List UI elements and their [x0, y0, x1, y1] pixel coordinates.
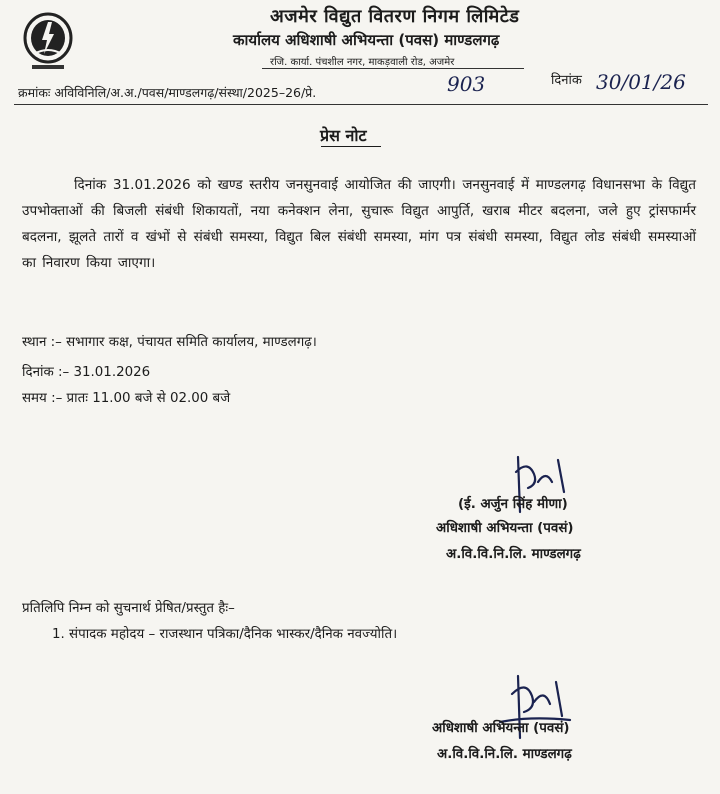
footer-signatory-designation: अधिशाषी अभियन्ता (पवसं) — [432, 721, 570, 736]
signatory-name: (ई. अर्जुन सिंह मीणा) — [458, 497, 568, 512]
copy-to-heading: प्रतिलिपि निम्न को सुचनार्थ प्रेषित/प्रस्तुत हैः– — [22, 601, 235, 616]
reference-number: 903 — [447, 72, 486, 96]
page-title: प्रेस नोट — [320, 126, 367, 145]
date-label: दिनांक — [551, 73, 582, 88]
venue-detail: स्थान :– सभागार कक्ष, पंचायत समिति कार्यालय, माण्डलगढ़। — [22, 335, 317, 350]
signatory-office: अ.वि.वि.नि.लि. माण्डलगढ़ — [446, 547, 581, 562]
discom-emblem-icon — [22, 10, 74, 72]
letterhead-divider — [262, 68, 524, 69]
signatory-designation: अधिशाषी अभियन्ता (पवसं) — [436, 521, 574, 536]
copy-to-item: 1. संपादक महोदय – राजस्थान पत्रिका/दैनिक भास्कर/दैनिक नवज्योति। — [52, 627, 398, 642]
press-note-body: दिनांक 31.01.2026 को खण्ड स्तरीय जनसुनवाई आयोजित की जाएगी। जनसुनवाई में माण्डलगढ़ विधानसभा के विद्युत उपभोक्ताओं की बिजली संबंधी शिकायतों, नया कनेक्शन लेना, सुचारू विद्युत आपुर्ति, खराब मीटर बदलना, जले हुए ट्रांसफार्मर बदलना, झूलते तारों व खंभों से संबंधी समस्या, विद्युत बिल संबंधी समस्या, मांग पत्र संबंधी समस्या, विद्युत लोड संबंधी समस्याओं का निवारण किया जाएगा। — [22, 176, 696, 271]
date-detail: दिनांक :– 31.01.2026 — [22, 365, 151, 380]
header-rule — [14, 104, 708, 105]
time-detail: समय :– प्रातः 11.00 बजे से 02.00 बजे — [22, 391, 231, 406]
reference-line: क्रमांकः अविविनिलि/अ.अ./पवस/माण्डलगढ़/संस्था/2025–26/प्रे. — [18, 85, 317, 100]
office-name: कार्यालय अधिशाषी अभियन्ता (पवस) माण्डलगढ़ — [233, 31, 500, 49]
footer-signatory-office: अ.वि.वि.नि.लि. माण्डलगढ़ — [437, 747, 572, 762]
org-name: अजमेर विद्युत वितरण निगम लिमिटेड — [270, 6, 520, 27]
office-address: रजि. कार्या. पंचशील नगर, माकड़वाली रोड, अजमेर — [270, 57, 455, 68]
title-underline — [321, 146, 381, 147]
issue-date: 30/01/26 — [596, 70, 686, 94]
